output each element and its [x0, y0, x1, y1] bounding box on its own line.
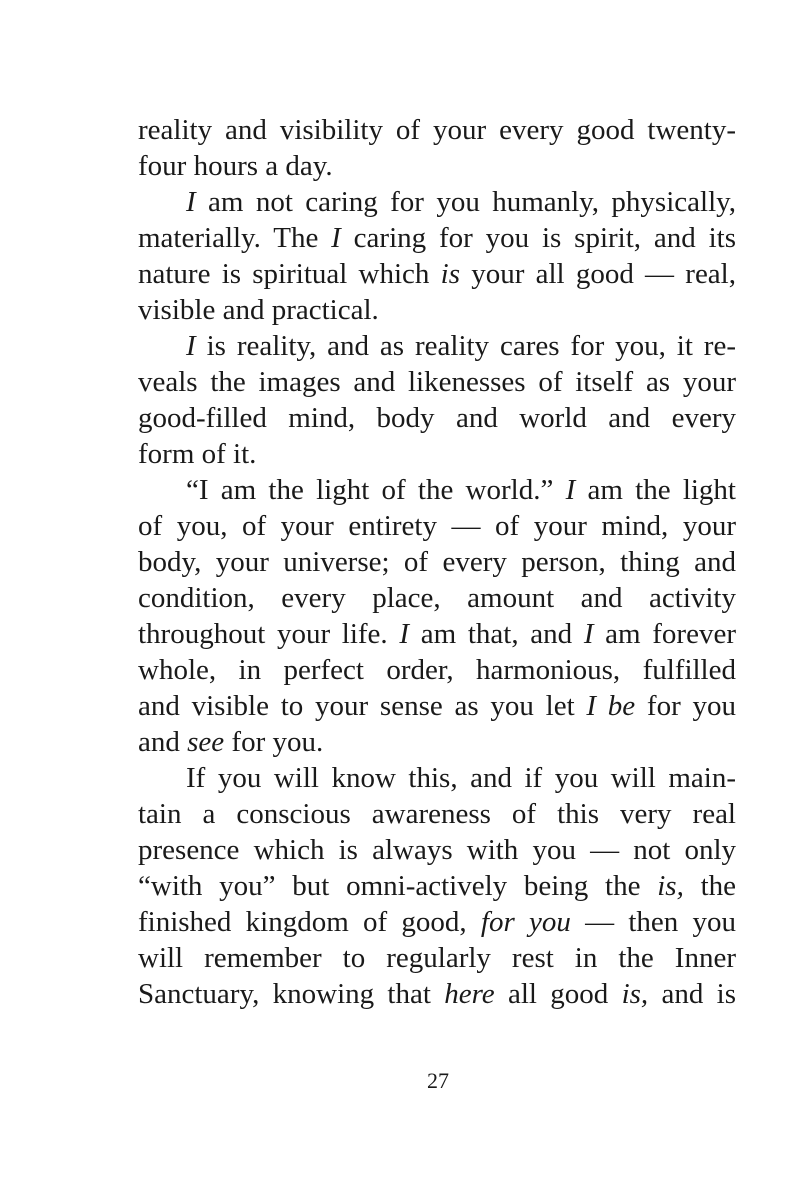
text-line: [138, 400, 736, 436]
text-line: [138, 112, 736, 148]
italic-text: is,: [657, 870, 684, 902]
text-segment: visible and practical.: [138, 294, 379, 326]
text-segment: for you: [635, 690, 736, 722]
text-line: [138, 472, 736, 508]
italic-text: I: [186, 186, 196, 218]
text-line: [138, 940, 736, 976]
text-line: [138, 292, 736, 328]
text-segment: am forever: [593, 618, 736, 650]
text-segment: “with you” but omni-actively being the: [138, 870, 658, 902]
text-segment: “I am the light of the world.”: [186, 474, 566, 506]
text-line: [138, 436, 736, 472]
italic-text: I: [186, 330, 196, 362]
text-segment: caring for you is spirit, and its: [340, 222, 736, 254]
text-segment: is reality, and as reality cares for you, it re-: [195, 330, 736, 362]
italic-text: for you: [480, 906, 571, 938]
italic-text: is,: [621, 978, 649, 1010]
text-segment: materially. The: [138, 222, 332, 254]
text-segment: the: [683, 870, 736, 902]
italic-text: is: [440, 258, 460, 290]
text-segment: four hours a day.: [138, 150, 333, 182]
text-segment: presence which is always with you — not only: [138, 834, 736, 866]
text-segment: am that, and: [409, 618, 584, 650]
text-segment: Sanctuary, knowing that: [138, 978, 445, 1010]
text-segment: throughout your life.: [138, 618, 400, 650]
text-line: [138, 148, 736, 184]
text-line: [138, 508, 736, 544]
text-segment: reality and visibility of your every good twenty-: [138, 114, 736, 146]
text-line: [138, 184, 736, 220]
italic-text: I: [583, 618, 594, 650]
italic-text: here: [444, 978, 495, 1010]
text-line: [138, 760, 736, 796]
body-text: [138, 112, 736, 1012]
italic-text: I be: [586, 690, 636, 722]
text-segment: and: [138, 726, 188, 758]
text-line: [138, 220, 736, 256]
text-line: [138, 796, 736, 832]
text-segment: will remember to regularly rest in the Inner: [138, 942, 736, 974]
text-line: [138, 616, 736, 652]
text-segment: nature is spiritual which: [138, 258, 441, 290]
text-segment: of you, of your entirety — of your mind, your: [138, 510, 736, 542]
text-segment: form of it.: [138, 438, 257, 470]
text-line: [138, 724, 736, 760]
text-segment: finished kingdom of good,: [138, 906, 481, 938]
page-number: 27: [427, 1068, 449, 1093]
italic-text: I: [399, 618, 410, 650]
text-segment: whole, in perfect order, harmonious, fulfilled: [138, 654, 736, 686]
text-line: [138, 976, 736, 1012]
text-segment: good-filled mind, body and world and every: [138, 402, 736, 434]
italic-text: I: [331, 222, 341, 254]
text-segment: veals the images and likenesses of itself as your: [138, 366, 736, 398]
text-segment: all good: [494, 978, 622, 1010]
text-line: [138, 364, 736, 400]
text-segment: — then you: [570, 906, 736, 938]
text-line: [138, 580, 736, 616]
text-segment: body, your universe; of every person, thing and: [138, 546, 736, 578]
text-line: [138, 328, 736, 364]
text-segment: tain a conscious awareness of this very real: [138, 798, 736, 830]
text-segment: your all good — real,: [459, 258, 736, 290]
text-segment: am not caring for you humanly, physically,: [195, 186, 736, 218]
text-line: [138, 544, 736, 580]
text-line: [138, 868, 736, 904]
italic-text: I: [565, 474, 576, 506]
text-line: [138, 832, 736, 868]
text-line: [138, 688, 736, 724]
text-segment: condition, every place, amount and activity: [138, 582, 736, 614]
text-line: [138, 904, 736, 940]
text-segment: and visible to your sense as you let: [138, 690, 587, 722]
text-segment: If you will know this, and if you will main-: [186, 762, 736, 794]
text-line: [138, 652, 736, 688]
text-segment: and is: [648, 978, 736, 1010]
text-segment: am the light: [575, 474, 736, 506]
italic-text: see: [187, 726, 225, 758]
text-line: [138, 256, 736, 292]
text-segment: for you.: [224, 726, 324, 758]
